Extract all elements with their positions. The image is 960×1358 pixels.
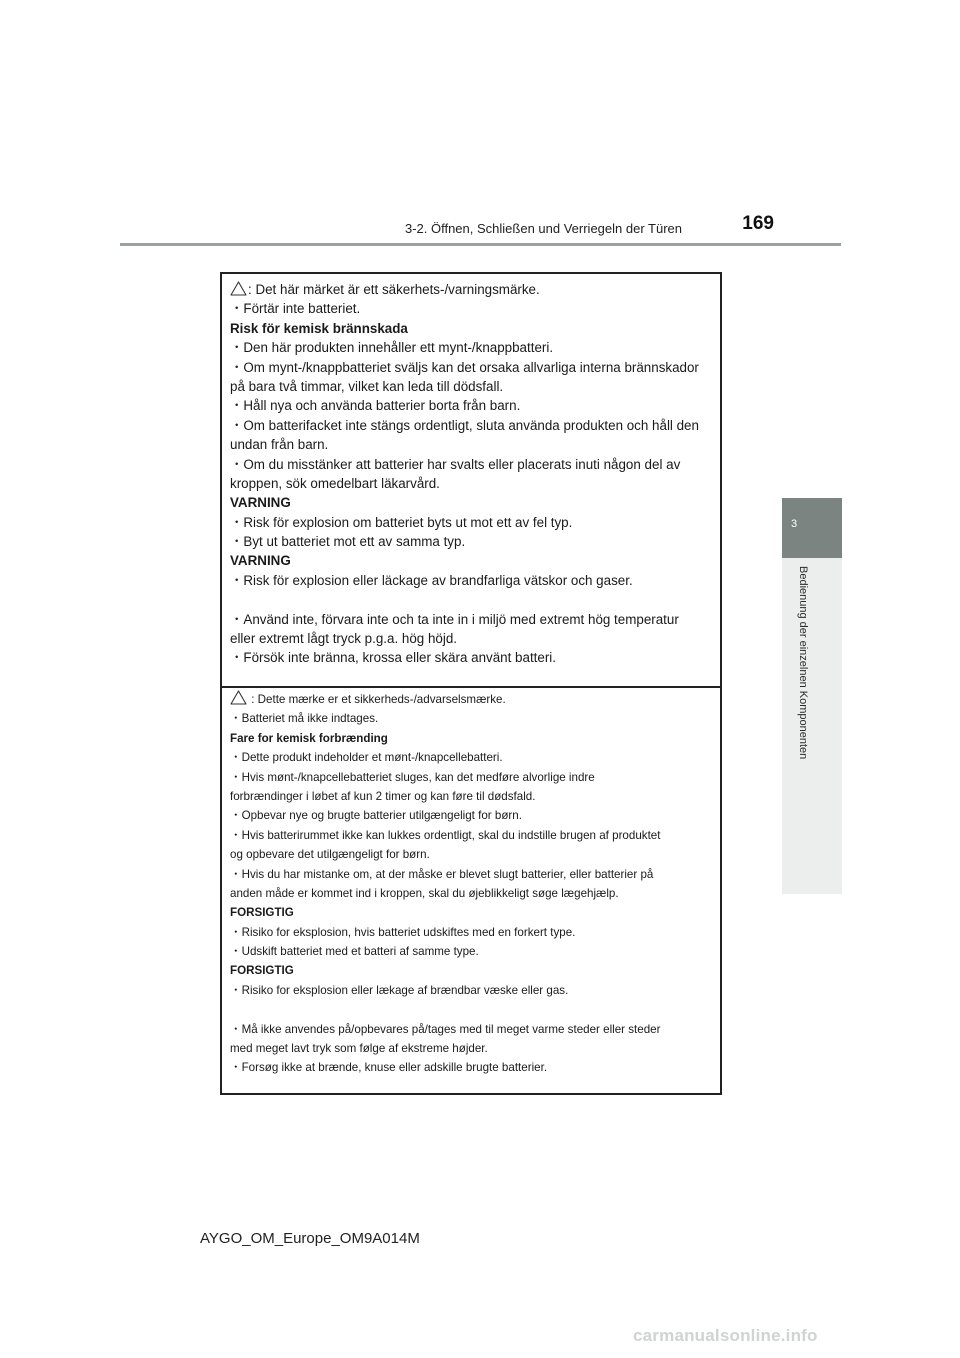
line-text: FORSIGTIG [230,906,294,920]
blank-line [230,590,720,609]
line-text: ・Opbevar nye og brugte batterier utilgængeligt for børn. [230,809,522,823]
line-text: Risk för kemisk brännskada [230,320,408,336]
warning-line [230,826,720,845]
line-text: med meget lavt tryk som følge af ekstreme højder. [230,1042,488,1056]
warning-line [230,1020,720,1039]
warning-line [230,690,720,709]
line-text: ・Må ikke anvendes på/opbevares på/tages med til meget varme steder eller steder [230,1022,661,1036]
line-text: kroppen, sök omedelbart läkarvård. [230,475,440,491]
danish-warning-section [230,690,720,1078]
warning-line [230,1039,720,1058]
chapter-tab-number: 3 [791,518,798,530]
warning-heading [230,551,720,570]
line-text: ・Risk för explosion eller läckage av brandfarliga vätskor och gaser. [230,572,633,588]
warning-line [230,474,720,493]
document-code: AYGO_OM_Europe_OM9A014M [200,1230,420,1247]
warning-line [230,455,720,474]
warning-heading [230,319,720,338]
section-divider [222,686,720,688]
line-text: Fare for kemisk forbrænding [230,731,388,745]
warning-line [230,435,720,454]
line-text: ・Udskift batteriet med et batteri af samme type. [230,945,479,959]
warning-line [230,787,720,806]
line-text: ・Hvis mønt-/knapcellebatteriet sluges, kan det medføre alvorlige indre [230,770,595,784]
warning-line [230,942,720,961]
warning-line [230,648,720,667]
warning-line [230,396,720,415]
line-text: ・Håll nya och använda batterier borta från barn. [230,398,521,414]
watermark[interactable]: carmanualsonline.info [633,1326,818,1345]
warning-line [230,571,720,590]
chapter-tab-strip [782,558,842,894]
warning-line [230,416,720,435]
line-text: ・Hvis du har mistanke om, at der måske er blevet slugt batterier, eller batterier på [230,867,654,881]
line-text: VARNING [230,553,291,569]
warning-line [230,981,720,1000]
warning-line [230,513,720,532]
chapter-side-label: Bedienung der einzelnen Komponenten [797,566,809,760]
line-text: eller extremt lågt tryck p.g.a. hög höjd. [230,631,458,647]
header-divider [120,243,841,246]
line-text: og opbevare det utilgængeligt for børn. [230,848,430,862]
warning-heading [230,493,720,512]
line-text: VARNING [230,495,291,511]
warning-heading [230,961,720,980]
warning-line [230,299,720,318]
line-text: ・Hvis batterirummet ikke kan lukkes ordentligt, skal du indstille brugen af produktet [230,828,661,842]
line-text: ・Försök inte bränna, krossa eller skära använt batteri. [230,650,556,666]
warning-triangle-icon [230,281,247,296]
section-title: 3-2. Öffnen, Schließen und Verriegeln der Türen [404,221,682,236]
line-text: : Det här märket är ett säkerhets-/varningsmärke. [248,282,540,297]
blank-line [230,1000,720,1019]
warning-triangle-icon [230,690,247,705]
warning-heading [230,729,720,748]
warning-line [230,280,720,299]
line-text: forbrændinger i løbet af kun 2 timer og kan føre til dødsfald. [230,789,536,803]
warning-line [230,884,720,903]
warning-line [230,629,720,648]
page-number: 169 [742,213,774,234]
warning-line [230,768,720,787]
swedish-warning-section [230,280,720,668]
warning-line [230,610,720,629]
line-text: ・Forsøg ikke at brænde, knuse eller adskille brugte batterier. [230,1061,548,1075]
line-text: ・Dette produkt indeholder et mønt-/knapcellebatteri. [230,751,503,765]
battery-warning-box [220,272,722,1095]
warning-line [230,532,720,551]
line-text: på bara två timmar, vilket kan leda till dödsfall. [230,378,504,394]
line-text: anden måde er kommet ind i kroppen, skal du øjeblikkeligt søge lægehjælp. [230,886,619,900]
line-text: ・Risiko for eksplosion, hvis batteriet udskiftes med en forkert type. [230,925,576,939]
line-text: : Dette mærke er et sikkerheds-/advarselsmærke. [248,693,506,706]
warning-line [230,338,720,357]
warning-line [230,865,720,884]
warning-line [230,748,720,767]
warning-line [230,709,720,728]
line-text: ・Risk för explosion om batteriet byts ut mot ett av fel typ. [230,514,573,530]
line-text: ・Om batterifacket inte stängs ordentligt, sluta använda produkten och håll den [230,417,699,433]
warning-line [230,923,720,942]
line-text: ・Om du misstänker att batterier har svalts eller placerats inuti någon del av [230,456,681,472]
line-text: ・Batteriet må ikke indtages. [230,712,379,726]
warning-line [230,377,720,396]
warning-line [230,806,720,825]
line-text: ・Risiko for eksplosion eller lækage af brændbar væske eller gas. [230,983,569,997]
line-text: undan från barn. [230,437,329,453]
warning-heading [230,903,720,922]
line-text: ・Den här produkten innehåller ett mynt-/knappbatteri. [230,340,554,356]
line-text: ・Om mynt-/knappbatteriet sväljs kan det orsaka allvarliga interna brännskador [230,359,699,375]
warning-line [230,845,720,864]
line-text: ・Byt ut batteriet mot ett av samma typ. [230,534,466,550]
line-text: FORSIGTIG [230,964,294,978]
warning-line [230,1058,720,1077]
line-text: ・Förtär inte batteriet. [230,301,361,317]
line-text: ・Använd inte, förvara inte och ta inte in i miljö med extremt hög temperatur [230,611,679,627]
warning-line [230,358,720,377]
